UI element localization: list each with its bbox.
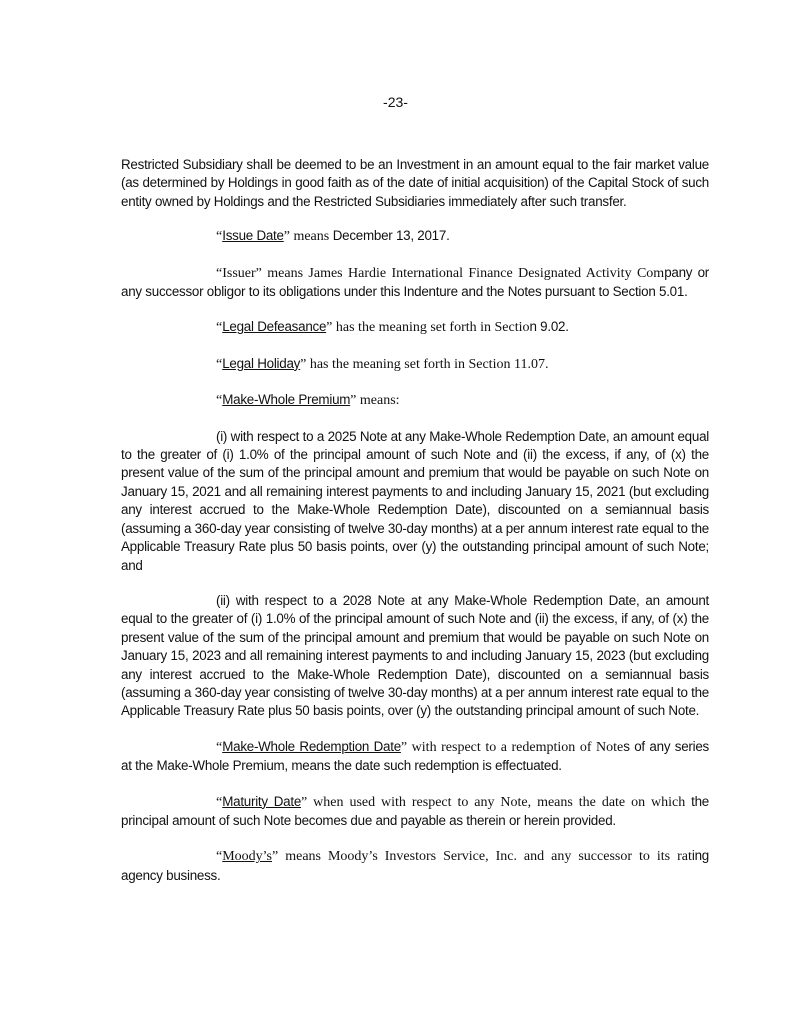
legal-holiday-connector: ” has the meaning set forth in Section 11.07. <box>300 356 549 372</box>
issue-date-text: December 13, 2017. <box>332 228 450 244</box>
term-legal-defeasance: Legal Defeasance <box>222 319 327 335</box>
maturity-date-open-quote: “ <box>216 794 223 810</box>
issue-date-open-quote: “ <box>216 229 223 245</box>
moodys-text: ing agency business. <box>121 848 709 883</box>
maturity-date-connector: ” when used with respect to any Note, means the date on which <box>301 794 686 810</box>
definition-issue-date <box>121 227 709 246</box>
definition-make-whole-premium <box>121 391 709 410</box>
term-moodys: Moody’s <box>222 849 273 865</box>
paragraph-continuation: Restricted Subsidiary shall be deemed to be an Investment in an amount equal to the fair market value (as determined by Holdings in good faith as of the date of initial acquisition) of the Capital Stock of such entity owned by Holdings and the Restricted Subsidiaries immediately after such transfer. <box>121 157 709 209</box>
document-body <box>121 156 709 902</box>
clause-ii: (ii) with respect to a 2028 Note at any Make-Whole Redemption Date, an amount equal to the greater of (i) 1.0% of the principal amount of such Note and (ii) the excess, if any, of (x) the present value of the sum of the principal amount and premium that would be payable on such Note on January 15, 2023 and all remaining interest payments to and including January 15, 2023 (but excluding any interest accrued to the Make-Whole Redemption Date), discounted on a semiannual basis (assuming a 360-day year consisting of twelve 30-day months) at a per annum interest rate equal to the Applicable Treasury Rate plus 50 basis points, over (y) the outstanding principal amount of such Note. <box>121 592 709 719</box>
legal-defeasance-connector: ” has the meaning set forth in Sectio <box>326 320 530 336</box>
maturity-date-text: the principal amount of such Note becomes due and payable as therein or herein provided. <box>121 793 709 828</box>
moodys-connector: ” means Moody’s Investors Service, Inc. and any successor to its rat <box>272 849 692 865</box>
definition-issuer <box>121 264 709 302</box>
issue-date-connector: ” means <box>283 229 333 245</box>
clause-i: (i) with respect to a 2025 Note at any Make-Whole Redemption Date, an amount equal to the greater of (i) 1.0% of the principal amount of such Note and (ii) the excess, if any, of (x) the present value of the sum of the principal amount and premium that would be payable on such Note on January 15, 2021 and all remaining interest payments to and including January 15, 2021 (but excluding any interest accrued to the Make-Whole Redemption Date), discounted on a semiannual basis (assuming a 360-day year consisting of twelve 30-day months) at a per annum interest rate equal to the Applicable Treasury Rate plus 50 basis points, over (y) the outstanding principal amount of such Note; and <box>121 428 709 573</box>
term-issue-date: Issue Date <box>222 228 284 244</box>
issuer-lead: “Issuer” means James Hardie International Finance Designated Activity Com <box>216 265 665 281</box>
term-maturity-date: Maturity Date <box>222 793 302 809</box>
definition-make-whole-redemption-date <box>121 738 709 776</box>
term-make-whole-premium: Make-Whole Premium <box>222 392 351 408</box>
moodys-open-quote: “ <box>216 849 223 865</box>
term-legal-holiday: Legal Holiday <box>222 355 301 371</box>
mwrd-text: s of any series at the Make-Whole Premium, means the date such redemption is effectuated. <box>121 738 710 774</box>
definition-legal-holiday <box>121 355 709 374</box>
legal-holiday-open-quote: “ <box>216 356 223 372</box>
term-make-whole-redemption-date: Make-Whole Redemption Date <box>222 738 401 754</box>
mwrd-open-quote: “ <box>216 739 223 755</box>
issuer-text: pany or any successor obligor to its obligations under this Indenture and the Notes pursuant to Section 5.01. <box>121 264 710 300</box>
definition-moodys <box>121 847 709 885</box>
make-whole-premium-open-quote: “ <box>216 393 223 409</box>
make-whole-premium-connector: ” means: <box>350 393 400 409</box>
legal-defeasance-open-quote: “ <box>216 320 223 336</box>
definition-maturity-date <box>121 793 709 831</box>
legal-defeasance-text: n 9.02. <box>529 319 569 335</box>
definition-legal-defeasance <box>121 318 709 337</box>
page-number: -23- <box>383 94 408 110</box>
mwrd-connector: ” with respect to a redemption of Note <box>400 739 624 755</box>
